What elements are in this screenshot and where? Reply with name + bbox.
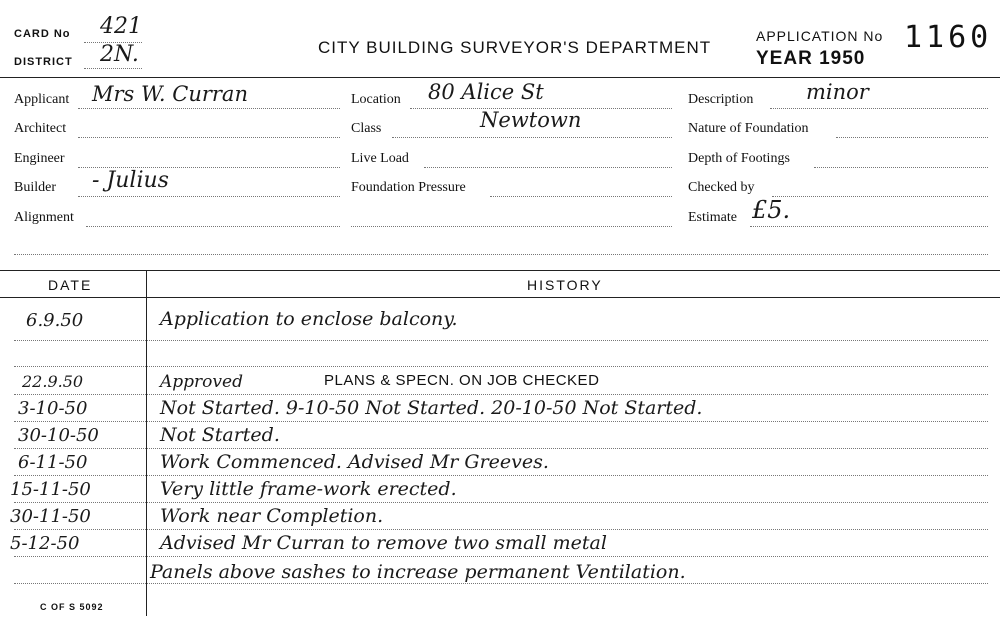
row-history: Approved [160, 372, 243, 392]
engineer-label: Engineer [14, 151, 65, 166]
row-rule [14, 556, 988, 557]
form-code: C OF S 5092 [40, 602, 104, 612]
live-load-line [424, 167, 672, 168]
year-label: YEAR 1950 [756, 48, 866, 69]
row-history: Work Commenced. Advised Mr Greeves. [160, 451, 549, 473]
nature-of-foundation-label: Nature of Foundation [688, 121, 809, 136]
row-date: 22.9.50 [22, 372, 84, 391]
history-header: HISTORY [527, 277, 603, 293]
row-history: Not Started. 9-10-50 Not Started. 20-10-50 Not Started. [160, 397, 703, 419]
row-rule [14, 448, 988, 449]
nature-line [836, 137, 988, 138]
row-history: Not Started. [160, 424, 280, 446]
class-line [392, 137, 672, 138]
checked-line [772, 196, 988, 197]
row-rule [14, 583, 988, 584]
foundation-pressure-label: Foundation Pressure [351, 180, 466, 195]
plans-checked-stamp: PLANS & SPECN. ON JOB CHECKED [324, 372, 600, 389]
department-title: CITY BUILDING SURVEYOR'S DEPARTMENT [318, 38, 712, 57]
alignment-line [86, 226, 340, 227]
class-value: Newtown [480, 108, 582, 132]
location-label: Location [351, 92, 401, 107]
depth-of-footings-label: Depth of Footings [688, 151, 790, 166]
row-date: 30-11-50 [10, 506, 91, 527]
class-label: Class [351, 121, 382, 136]
row-date: 15-11-50 [10, 479, 91, 500]
district-line [84, 68, 142, 69]
estimate-line [750, 226, 988, 227]
row-rule [14, 529, 988, 530]
checked-by-label: Checked by [688, 180, 755, 195]
description-value: minor [806, 80, 869, 104]
alignment-label: Alignment [14, 210, 74, 225]
row-date: 3-10-50 [18, 398, 88, 419]
location-value: 80 Alice St [428, 80, 544, 104]
header-rule [0, 77, 1000, 78]
table-header-rule [0, 297, 1000, 298]
table-column-divider [146, 271, 147, 616]
application-no-value: 1160 [904, 20, 993, 55]
row-rule [14, 421, 988, 422]
builder-value: - Julius [92, 168, 169, 193]
row-rule [14, 366, 988, 367]
table-top-rule [0, 270, 1000, 271]
row-rule [14, 394, 988, 395]
card-no-value: 421 [100, 14, 142, 39]
row-date: 5-12-50 [10, 533, 80, 554]
estimate-label: Estimate [688, 210, 737, 225]
description-label: Description [688, 92, 754, 107]
architect-line [78, 137, 340, 138]
foundation-pressure-line [490, 196, 672, 197]
applicant-value: Mrs W. Curran [92, 82, 248, 106]
row-history: Advised Mr Curran to remove two small metal [160, 532, 607, 554]
applicant-line [78, 108, 340, 109]
builder-line [78, 196, 340, 197]
date-header: DATE [48, 277, 93, 293]
depth-line [814, 167, 988, 168]
estimate-value: £5. [752, 196, 791, 224]
applicant-label: Applicant [14, 92, 70, 107]
description-line [770, 108, 988, 109]
row-date: 30-10-50 [18, 425, 99, 446]
architect-label: Architect [14, 121, 67, 136]
row-date: 6.9.50 [26, 310, 84, 331]
row-history: Panels above sashes to increase permanent Ventilation. [150, 561, 686, 583]
row-rule [14, 475, 988, 476]
row-rule [14, 502, 988, 503]
row-history: Very little frame-work erected. [160, 478, 457, 500]
row-date: 6-11-50 [18, 452, 88, 473]
row-history: Work near Completion. [160, 505, 384, 527]
district-value: 2N. [100, 42, 139, 67]
fields-bottom-line [14, 254, 988, 255]
col2-blank-line [351, 226, 672, 227]
application-no-label: APPLICATION No [756, 28, 884, 44]
builder-label: Builder [14, 180, 56, 195]
row-rule [14, 340, 988, 341]
live-load-label: Live Load [351, 151, 409, 166]
card-no-label: CARD No [14, 28, 71, 40]
row-history: Application to enclose balcony. [160, 308, 458, 330]
district-label: DISTRICT [14, 56, 73, 68]
